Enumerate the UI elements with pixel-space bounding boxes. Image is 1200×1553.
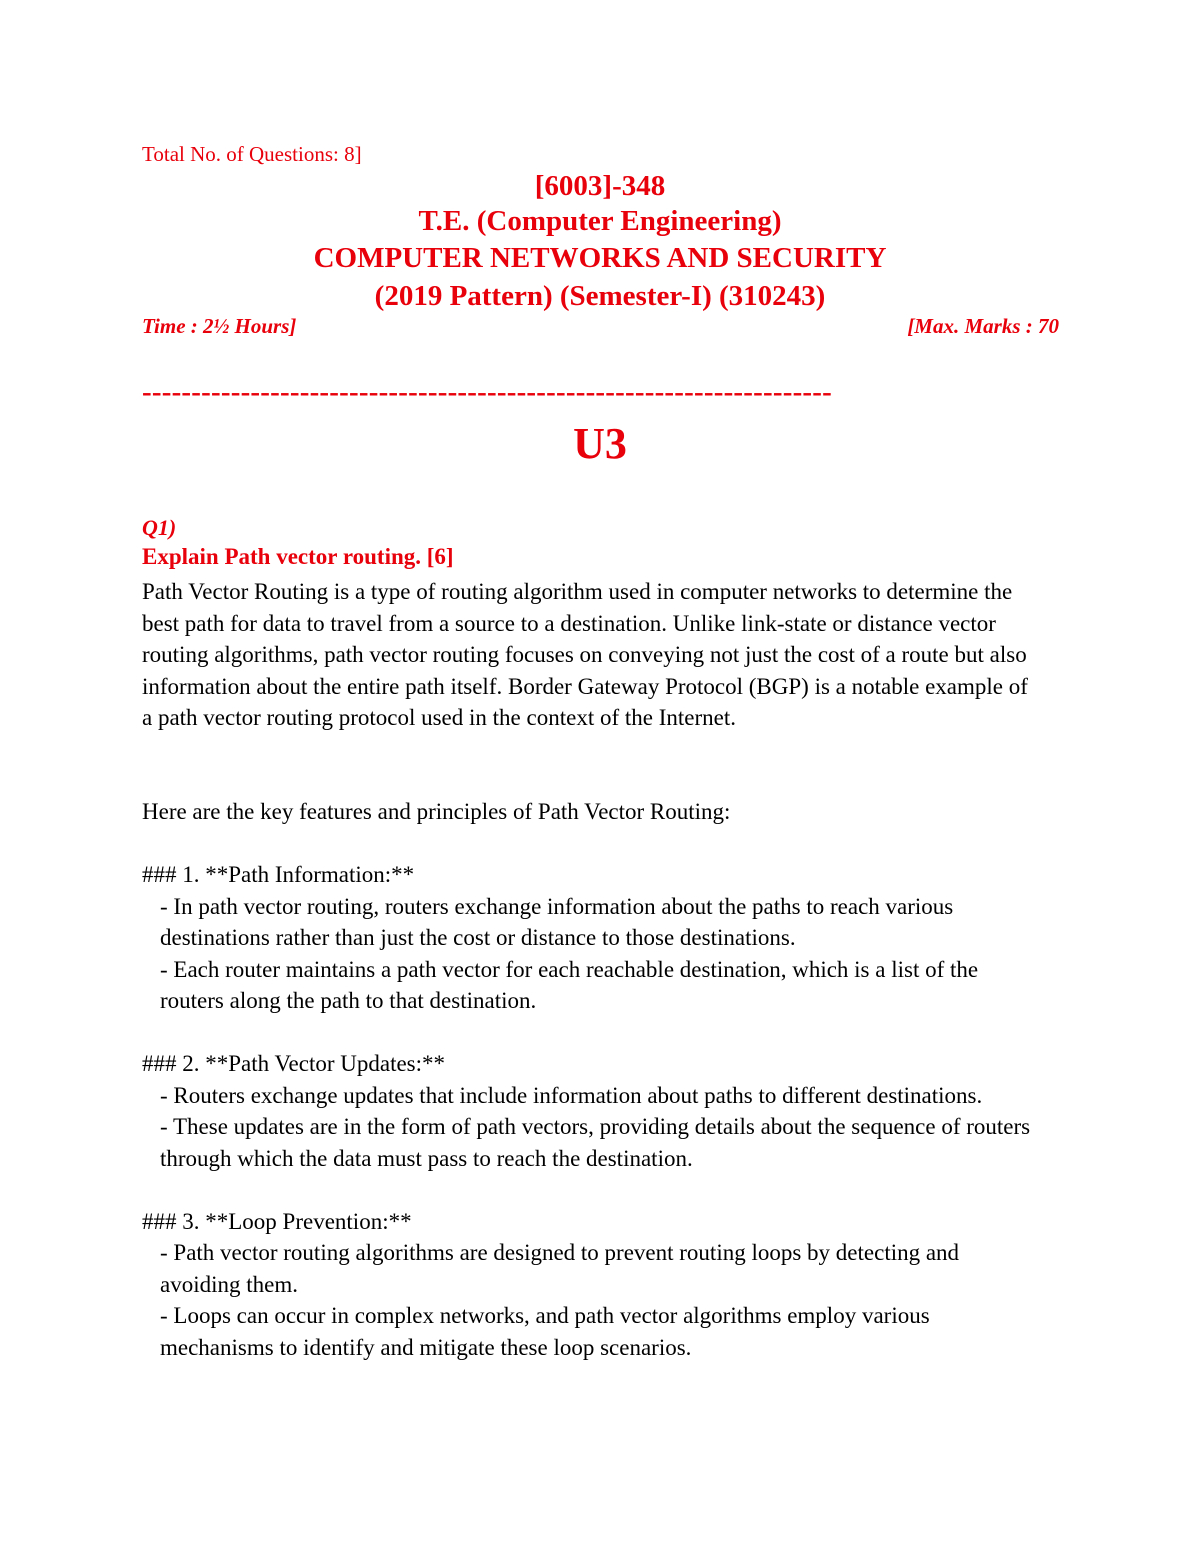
unit-heading: U3: [573, 419, 627, 468]
section-point: - Each router maintains a path vector for each reachable destination, which is a list of the routers along the path to that destination.: [160, 956, 979, 1013]
pattern-line: (2019 Pattern) (Semester-I) (310243): [374, 280, 826, 312]
question-number: Q1): [142, 515, 177, 540]
section-point: - Routers exchange updates that include information about paths to different destinations.: [160, 1082, 983, 1108]
question-title: Explain Path vector routing. [6]: [142, 544, 454, 569]
section-point: - Loops can occur in complex networks, and path vector algorithms employ various mechanisms to identify and mitigate these loop scenarios.: [160, 1303, 930, 1360]
answer-details: [142, 796, 1042, 1363]
section-point: - These updates are in the form of path vectors, providing details about the sequence of routers through which the data must pass to reach the destination.: [160, 1114, 1031, 1171]
course-title: T.E. (Computer Engineering): [418, 205, 782, 237]
section-heading: ### 1. **Path Information:**: [142, 862, 415, 887]
subject-title: COMPUTER NETWORKS AND SECURITY: [313, 242, 887, 274]
lead-paragraph: Here are the key features and principles of Path Vector Routing:: [142, 799, 731, 824]
section-point: - Path vector routing algorithms are designed to prevent routing loops by detecting and avoiding them.: [160, 1240, 960, 1297]
separator-line: ----------------------------------------------------------------------: [142, 376, 833, 408]
exam-time: Time : 2½ Hours]: [142, 314, 297, 338]
section-heading: ### 3. **Loop Prevention:**: [142, 1208, 412, 1234]
paper-code: [6003]-348: [534, 170, 666, 202]
total-questions: Total No. of Questions: 8]: [142, 142, 362, 166]
section-heading: ### 2. **Path Vector Updates:**: [142, 1051, 446, 1076]
section-point: - In path vector routing, routers exchange information about the paths to reach various destinations rather than just the cost or distance to those destinations.: [160, 893, 954, 950]
answer-intro: [142, 576, 1042, 734]
intro-paragraph: Path Vector Routing is a type of routing algorithm used in computer networks to determine the best path for data to travel from a source to a destination. Unlike link-state or distance vector routing algorithms, path vector routing focuses on conveying not just the cost of a route but also information about the entire path itself. Border Gateway Protocol (BGP) is a notable example of a path vector routing protocol used in the context of the Internet.: [142, 579, 1028, 730]
max-marks: [Max. Marks : 70: [907, 314, 1059, 338]
